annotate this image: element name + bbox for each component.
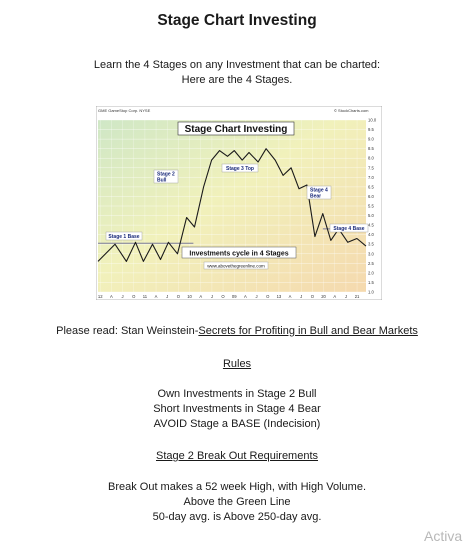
stage-chart bbox=[96, 106, 382, 300]
y-tick-label: 5.5 bbox=[368, 203, 374, 209]
intro-line-2: Here are the 4 Stages. bbox=[181, 74, 293, 86]
stage-2-bull-label-b: Bull bbox=[157, 177, 167, 184]
x-tick-label: O bbox=[221, 294, 225, 299]
y-tick-label: 8.0 bbox=[368, 155, 374, 161]
y-tick-label: 2.0 bbox=[368, 270, 374, 276]
x-tick-label: J bbox=[344, 294, 347, 299]
breakout-heading: Stage 2 Break Out Requirements bbox=[155, 450, 319, 462]
stage-2-bull-label-a: Stage 2 bbox=[157, 171, 175, 178]
x-tick-label: A bbox=[333, 294, 337, 299]
rules-list bbox=[0, 387, 474, 432]
y-tick-label: 4.5 bbox=[368, 222, 374, 228]
x-tick-label: J bbox=[166, 294, 169, 299]
y-tick-label: 9.5 bbox=[368, 127, 374, 133]
x-tick-label: 21 bbox=[354, 294, 360, 299]
x-tick-label: 11 bbox=[142, 294, 148, 299]
stage-chart-svg bbox=[96, 106, 382, 300]
y-tick-label: 2.5 bbox=[368, 260, 374, 266]
chart-caption: Investments cycle in 4 Stages bbox=[189, 250, 289, 258]
rule-item: Own Investments in Stage 2 Bull bbox=[157, 388, 317, 400]
x-tick-label: 09 bbox=[231, 294, 237, 299]
stage-1-base-label: Stage 1 Base bbox=[108, 234, 140, 240]
x-tick-label: A bbox=[110, 294, 113, 299]
y-tick-label: 3.0 bbox=[368, 251, 374, 257]
x-tick-label: A bbox=[154, 294, 158, 299]
breakout-item: 50-day avg. is Above 250-day avg. bbox=[152, 511, 322, 523]
y-tick-label: 8.5 bbox=[368, 146, 374, 152]
chart-title: Stage Chart Investing bbox=[184, 124, 288, 135]
stage-3-top-label: Stage 3 Top bbox=[226, 166, 254, 172]
breakout-item: Above the Green Line bbox=[183, 496, 291, 508]
x-tick-label: 13 bbox=[276, 294, 282, 299]
x-tick-label: O bbox=[310, 294, 315, 299]
x-tick-label: 10 bbox=[187, 294, 192, 299]
y-tick-label: 5.0 bbox=[368, 213, 374, 219]
x-tick-label: O bbox=[266, 294, 270, 299]
y-tick-label: 3.5 bbox=[368, 241, 374, 247]
stage-4-bear-label-b: Bear bbox=[310, 193, 322, 200]
stage-4-bear-label-a: Stage 4 bbox=[310, 187, 328, 194]
x-tick-label: A bbox=[244, 294, 247, 299]
y-tick-label: 1.5 bbox=[368, 279, 374, 285]
rules-heading: Rules bbox=[222, 358, 252, 370]
activation-watermark: Activa bbox=[424, 528, 463, 544]
chart-header-right: © StockCharts.com bbox=[334, 108, 369, 113]
x-tick-label: A bbox=[199, 294, 203, 299]
y-tick-label: 9.0 bbox=[368, 136, 374, 142]
page-title: Stage Chart Investing bbox=[157, 12, 317, 29]
please-read-line bbox=[0, 324, 474, 339]
x-tick-label: J bbox=[121, 294, 124, 299]
rule-item: Short Investments in Stage 4 Bear bbox=[153, 403, 321, 415]
x-tick-label: J bbox=[300, 294, 303, 299]
y-tick-label: 7.5 bbox=[368, 165, 374, 171]
y-tick-label: 7.0 bbox=[368, 174, 374, 180]
x-tick-label: O bbox=[132, 294, 136, 299]
x-tick-label: 12 bbox=[97, 294, 103, 299]
x-tick-label: O bbox=[176, 294, 181, 299]
stage-4-base-label: Stage 4 Base bbox=[333, 226, 365, 232]
x-tick-label: A bbox=[288, 294, 292, 299]
y-tick-label: 10.0 bbox=[368, 117, 377, 123]
please-read-prefix: Please read: Stan Weinstein- bbox=[56, 325, 199, 337]
y-tick-label: 6.5 bbox=[368, 184, 374, 190]
x-tick-label: J bbox=[210, 294, 213, 299]
chart-header-left: GME GameStop Corp. NYSE bbox=[98, 108, 151, 113]
rule-item: AVOID Stage a BASE (Indecision) bbox=[153, 418, 321, 430]
y-tick-label: 4.0 bbox=[368, 232, 374, 238]
chart-url: www.abovethegreenline.com bbox=[207, 263, 265, 269]
intro-line-1: Learn the 4 Stages on any Investment that can be charted: bbox=[93, 59, 381, 71]
book-link[interactable]: Secrets for Profiting in Bull and Bear Markets bbox=[198, 325, 418, 337]
breakout-item: Break Out makes a 52 week High, with High Volume. bbox=[107, 481, 366, 493]
x-tick-label: J bbox=[255, 294, 258, 299]
x-tick-label: 20 bbox=[321, 294, 326, 299]
breakout-list bbox=[0, 480, 474, 525]
y-tick-label: 6.0 bbox=[368, 193, 374, 199]
y-tick-label: 1.0 bbox=[368, 289, 374, 295]
intro-text bbox=[0, 58, 474, 88]
